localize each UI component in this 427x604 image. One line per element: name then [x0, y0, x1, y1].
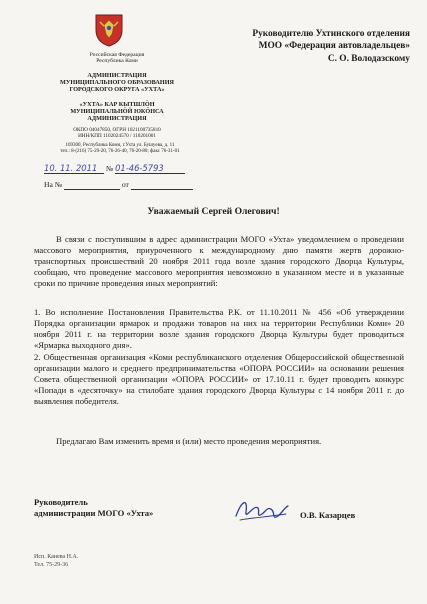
addressee-block — [210, 28, 410, 65]
signatory-title — [34, 497, 153, 519]
item-2-paragraph: 2. Общественная организация «Коми республиканского отделения Общероссийской общественной организации малого и среднего предпринимательства «ОПОРА РОССИИ» на основании решения Совета общественной организации «ОПОРА РОССИИ» от 17.10.11 г. будет проводить конкурс «Попади в «десяточку» на стилобате здания городского Дворца Культуры с 14 ноября 2011 г. до выявления победителя. — [34, 352, 404, 407]
okpo-line: ОКПО 04047850, ОГРН 1021100735810 — [73, 127, 161, 133]
handwritten-signature — [232, 494, 292, 528]
phones-line: тел.: 8-(216) 75-29-20, 76-26-40, 76-20-80; факс 76-31-01 — [60, 149, 180, 154]
reference-number-label: На № — [44, 180, 62, 189]
inn-line: ИНН/КПП 1102024570 / 110201001 — [78, 132, 156, 139]
executor-name: Исп. Канева Н.А. — [34, 554, 79, 560]
admin-ru-line-1: АДМИНИСТРАЦИЯ — [87, 72, 147, 79]
admin-komi-line-2: МУНИЦИПАЛЬНӦЙ ЮКӦНСА — [70, 107, 164, 115]
outgoing-date: 10. 11. 2011 — [44, 163, 104, 174]
reference-number-blank — [64, 180, 120, 190]
region-line: Республика Коми — [96, 58, 138, 65]
intro-paragraph: В связи с поступившим в адрес администрации МОГО «Ухта» уведомлением о проведении массового мероприятия, приуроченного к международному дню памяти жертв дорожно-транспортных происшествий 20 ноября 2011 года возле здания городского Дворца Культуры, сообщаю, что проведение массового мероприятия невозможно в указанном месте и в указанные сроки по причине проведения иных мероприятий: — [34, 234, 404, 289]
address-line: 169300, Республика Коми, г.Ухта ул. Бушуева, д. 11 — [65, 143, 175, 148]
admin-ru-line-2: МУНИЦИПАЛЬНОГО ОБРАЗОВАНИЯ — [60, 78, 174, 86]
republic-lines — [38, 52, 196, 65]
admin-title-komi — [38, 102, 196, 123]
registration-line — [44, 163, 244, 174]
coat-of-arms-emblem — [92, 12, 126, 48]
signatory-name: О.В. Казарцев — [300, 510, 356, 520]
country-line: Российская Федерация — [89, 52, 145, 58]
signatory-title-line-2: администрации МОГО «Ухта» — [34, 508, 154, 519]
reference-date-blank — [131, 180, 193, 190]
number-sign: № — [105, 164, 114, 173]
admin-komi-line-1: «УХТА» КАР КЫТШЛӦН — [79, 101, 155, 108]
addressee-line-3: С. О. Володазскому — [327, 53, 410, 64]
admin-ru-line-3: ГОРОДСКОГО ОКРУГА «УХТА» — [69, 85, 165, 93]
reference-date-label: от — [121, 180, 129, 189]
item-1-paragraph: 1. Во исполнение Постановления Правительства Р.К. от 11.10.2011 № 456 «Об утверждении Порядка организации ярмарок и продажи товаров на них на территории Республики Коми» 20 ноября 2011 г. на территории возле здания городского Дворца Культуры будет проводиться «Ярмарка выходного дня». — [34, 307, 404, 351]
addressee-line-2: МОО «Федерация автовладельцев» — [258, 41, 410, 52]
outgoing-number: 01-46-5793 — [115, 163, 185, 174]
greeting: Уважаемый Сергей Олегович! — [147, 206, 280, 217]
executor-phone: Тел. 75-29-36 — [34, 562, 69, 569]
signatory-title-line-1: Руководитель — [34, 497, 88, 507]
addressee-line-1: Руководителю Ухтинского отделения — [252, 29, 410, 39]
admin-komi-line-3: АДМИНИСТРАЦИЯ — [87, 114, 147, 122]
org-codes — [38, 128, 196, 140]
admin-title-ru — [38, 73, 196, 94]
executor-block — [34, 553, 78, 569]
closing-paragraph: Предлагаю Вам изменить время и (или) место проведения мероприятия. — [56, 436, 322, 446]
reference-line — [44, 180, 234, 190]
org-contacts — [20, 143, 220, 155]
